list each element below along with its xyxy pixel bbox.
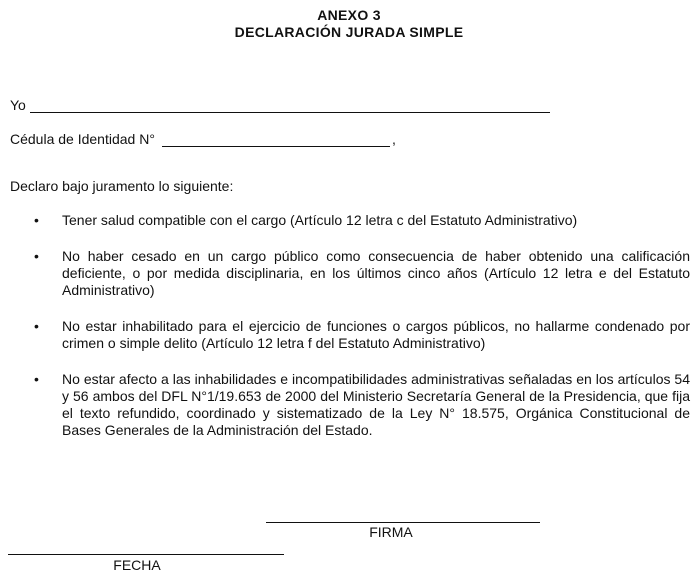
- annex-number: ANEXO 3: [317, 7, 381, 23]
- list-item-text: Tener salud compatible con el cargo (Artículo 12 letra c del Estatuto Administrativo): [62, 212, 578, 228]
- list-item: [10, 371, 690, 439]
- document-title: DECLARACIÓN JURADA SIMPLE: [234, 24, 464, 40]
- cedula-suffix: ,: [392, 131, 396, 147]
- cedula-label: Cédula de Identidad N°: [10, 131, 155, 147]
- list-item-text: No estar afecto a las inhabilidades e incompatibilidades administrativas señaladas en los artículos 54 y 56 ambos del DFL N°1/19.653 de 2000 del Ministerio Secretaría General de la Presidencia, que fija el texto refundido, coordinado y sistematizado de la Ley N° 18.575, Orgánica Constitucional de Bases Generales de la Administración del Estado.: [62, 371, 690, 438]
- bullet-icon: •: [34, 248, 39, 264]
- declaration-intro: Declaro bajo juramento lo siguiente:: [10, 178, 234, 194]
- yo-label: Yo: [10, 97, 26, 113]
- fecha-label: FECHA: [113, 557, 161, 573]
- bullet-icon: •: [34, 318, 39, 334]
- bullet-icon: •: [34, 371, 39, 387]
- bullet-icon: •: [34, 212, 39, 228]
- firma-signature-line[interactable]: [266, 522, 540, 523]
- list-item: [10, 318, 690, 352]
- list-item: [10, 212, 690, 229]
- fecha-line[interactable]: [8, 554, 284, 555]
- declaration-list: [10, 212, 690, 458]
- list-item: [10, 248, 690, 299]
- yo-fill-line[interactable]: [30, 112, 550, 113]
- list-item-text: No estar inhabilitado para el ejercicio de funciones o cargos públicos, no hallarme condenado por crimen o simple delito (Artículo 12 letra f del Estatuto Administrativo): [62, 318, 690, 351]
- firma-label: FIRMA: [369, 524, 413, 540]
- list-item-text: No haber cesado en un cargo público como consecuencia de haber obtenido una calificación deficiente, o por medida disciplinaria, en los últimos cinco años (Artículo 12 letra e del Estatuto Administrativo): [62, 248, 690, 298]
- cedula-fill-line[interactable]: [162, 146, 390, 147]
